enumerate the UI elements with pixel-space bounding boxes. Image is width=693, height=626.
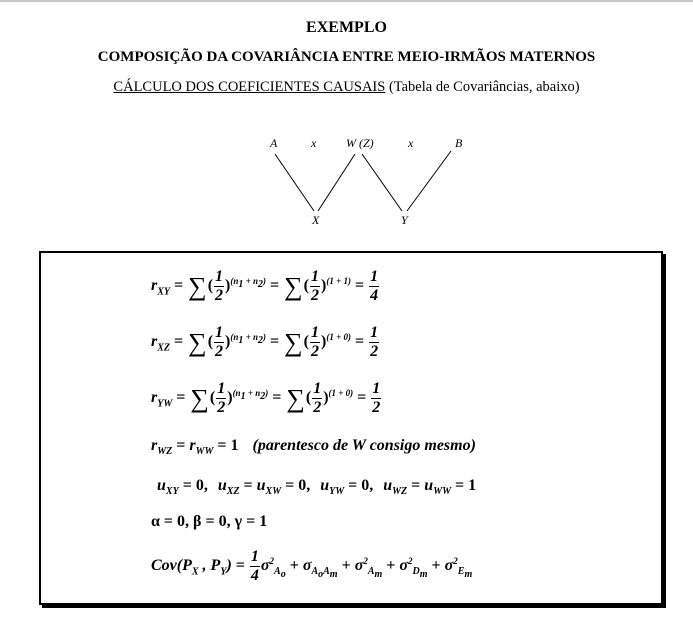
diagram-label-Y: Y xyxy=(401,213,408,227)
diagram-label-X: X xyxy=(312,213,320,227)
equation-r-wz: $r_{WZ} = r_{WW} = 1$ (parentesco de W consigo mesmo) xyxy=(151,437,476,458)
diagram-label-a: A xyxy=(270,136,278,150)
path-b-y xyxy=(407,151,451,211)
diagram-label-x2: x xyxy=(408,136,414,150)
note-parentesco: (parentesco de W consigo mesmo) xyxy=(252,437,476,454)
page-title: EXEMPLO xyxy=(306,19,387,36)
equation-u-values: $u_{XY} = 0$, $u_{XZ} = u_{XW} = 0$, $u_{YW} = 0$, $u_{WZ} = u_{WW} = 1$ xyxy=(157,477,477,498)
caption-rest: (Tabela de Covariâncias, abaixo) xyxy=(385,79,580,95)
path-w-y xyxy=(362,154,402,211)
diagram-label-b: B xyxy=(455,136,463,150)
path-diagram xyxy=(0,0,693,240)
equation-greek-values: α = 0, β = 0, γ = 1 xyxy=(151,513,268,530)
path-w-x xyxy=(318,154,355,211)
equations-box xyxy=(39,251,663,605)
page-subtitle: COMPOSIÇÃO DA COVARIÂNCIA ENTRE MEIO-IRMÃOS MATERNOS xyxy=(97,49,596,65)
caption-underlined: CÁLCULO DOS COEFICIENTES CAUSAIS xyxy=(113,79,386,95)
equation-r-xy: $r_{XY}$ = ∑( $\frac{1}{2}$ )$^{(n_1 + n_2)}$ = ∑( $\frac{1}{2}$ )$^{(1 + 1)}$ = $\frac{1}{4}$ xyxy=(151,268,379,304)
path-a-x xyxy=(275,154,314,211)
equation-r-yw: $r_{YW}$ = ∑( $\frac{1}{2}$ )$^{(n_1 + n_2)}$ = ∑( $\frac{1}{2}$ )$^{(1 + 0)}$ = $\frac{1}{2}$ xyxy=(151,380,381,416)
equation-covariance: $Cov(P_X$ , $P_Y$) = $\frac{1}{4}$ $\sigma^2_{A_o} + \sigma_{A_oA_m} + \sigma^2_{A_m} + \sigma^2_{D_m} + \sigma^2_{E_m}$ xyxy=(151,548,473,584)
diagram-label-w: W (Z) xyxy=(346,136,374,150)
diagram-label-x1: x xyxy=(311,136,317,150)
equation-r-xz: $r_{XZ}$ = ∑( $\frac{1}{2}$ )$^{(n_1 + n_2)}$ = ∑( $\frac{1}{2}$ )$^{(1 + 0)}$ = $\frac{1}{2}$ xyxy=(151,324,379,360)
